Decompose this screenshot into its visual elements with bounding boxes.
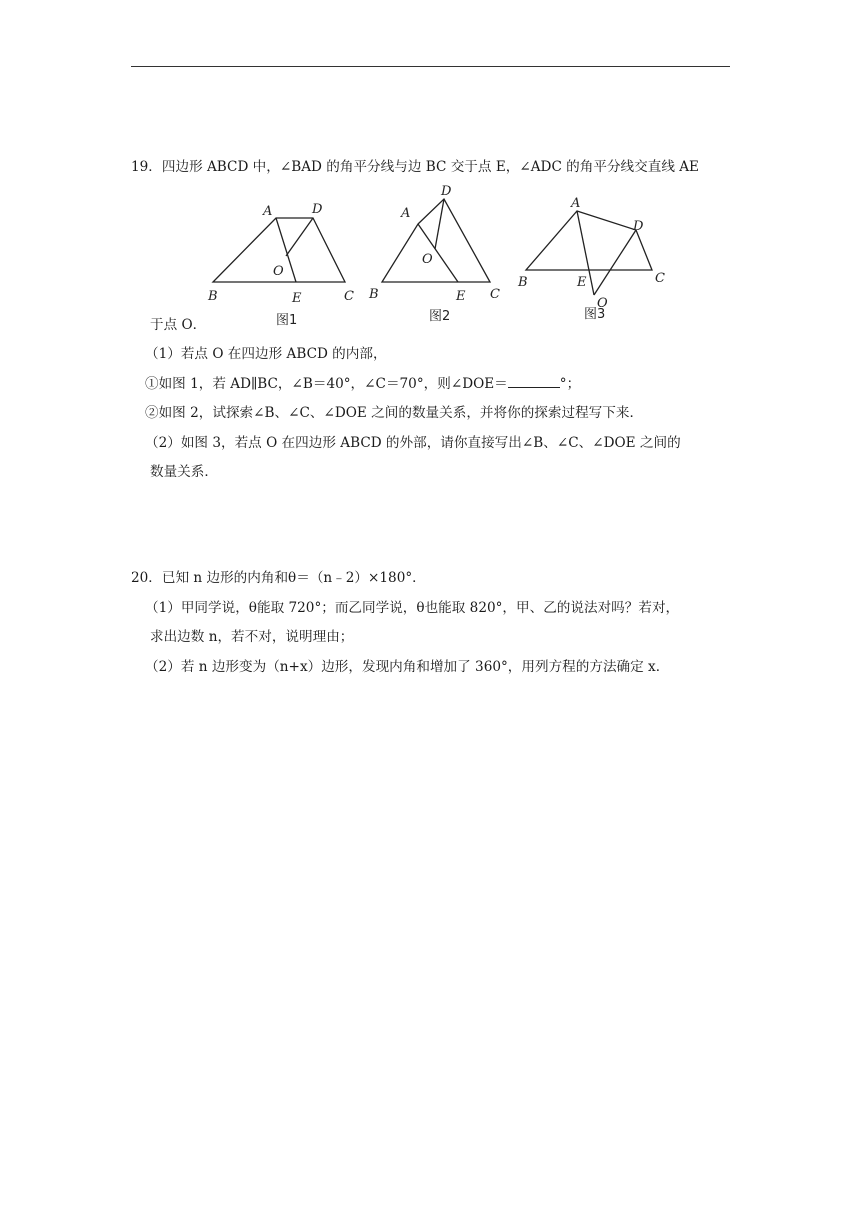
sub-1-tail: °；	[559, 376, 581, 392]
question-19-sub-1	[145, 373, 580, 394]
fig2-label-C: C	[490, 287, 500, 302]
question-19-part-1: （1）若点 O 在四边形 ABCD 的内部，	[145, 346, 387, 362]
fig1-label-C: C	[344, 289, 354, 304]
fig2-label-D: D	[441, 184, 452, 199]
fig1-caption: 图1	[276, 313, 298, 328]
fig2-label-E: E	[456, 289, 466, 304]
fig1-label-O: O	[273, 264, 284, 279]
fig3-label-E: E	[577, 275, 587, 290]
question-20-part-2: （2）若 n 边形变为（n+x）边形，发现内角和增加了 360°，用列方程的方法确定 x．	[145, 659, 670, 675]
fig3-label-O: O	[597, 296, 608, 311]
fig3-label-D: D	[633, 219, 644, 234]
fig2-caption: 图2	[429, 309, 451, 324]
question-19-part-2-line-1: （2）如图 3，若点 O 在四边形 ABCD 的外部，请你直接写出∠B、∠C、∠DOE 之间的	[145, 435, 681, 451]
fig3-label-B: B	[518, 275, 528, 290]
fig1-label-D: D	[312, 202, 323, 217]
fig1-label-E: E	[292, 291, 302, 306]
answer-blank	[508, 373, 560, 388]
fig3-label-A: A	[571, 196, 581, 211]
figures-group	[200, 180, 680, 330]
fig2-label-B: B	[369, 287, 379, 302]
question-19-part-2-line-2: 数量关系．	[150, 464, 218, 480]
header-rule	[131, 66, 730, 67]
fig1-label-A: A	[263, 204, 273, 219]
fig2-label-A: A	[401, 206, 411, 221]
geometry-figures	[200, 180, 680, 330]
question-19-line-1: 19．四边形 ABCD 中，∠BAD 的角平分线与边 BC 交于点 E，∠ADC 的角平分线交直线 AE	[131, 159, 699, 175]
question-19-sub-2: ②如图 2，试探索∠B、∠C、∠DOE 之间的数量关系，并将你的探索过程写下来．	[145, 405, 644, 421]
fig1-label-B: B	[208, 289, 218, 304]
question-19-line-2: 于点 O．	[150, 317, 207, 333]
question-20-part-1-line-1: （1）甲同学说，θ能取 720°；而乙同学说，θ也能取 820°，甲、乙的说法对吗？若对，	[145, 600, 680, 616]
question-20-line-1: 20．已知 n 边形的内角和θ＝（n﹣2）×180°．	[131, 570, 426, 586]
figure-2	[382, 199, 490, 282]
fig3-caption: 图3	[584, 307, 606, 322]
fig2-label-O: O	[422, 252, 433, 267]
question-20-part-1-line-2: 求出边数 n，若不对，说明理由；	[150, 629, 354, 645]
fig3-label-C: C	[655, 271, 665, 286]
sub-1-text: ①如图 1，若 AD∥BC，∠B＝40°，∠C＝70°，则∠DOE＝	[145, 376, 508, 392]
